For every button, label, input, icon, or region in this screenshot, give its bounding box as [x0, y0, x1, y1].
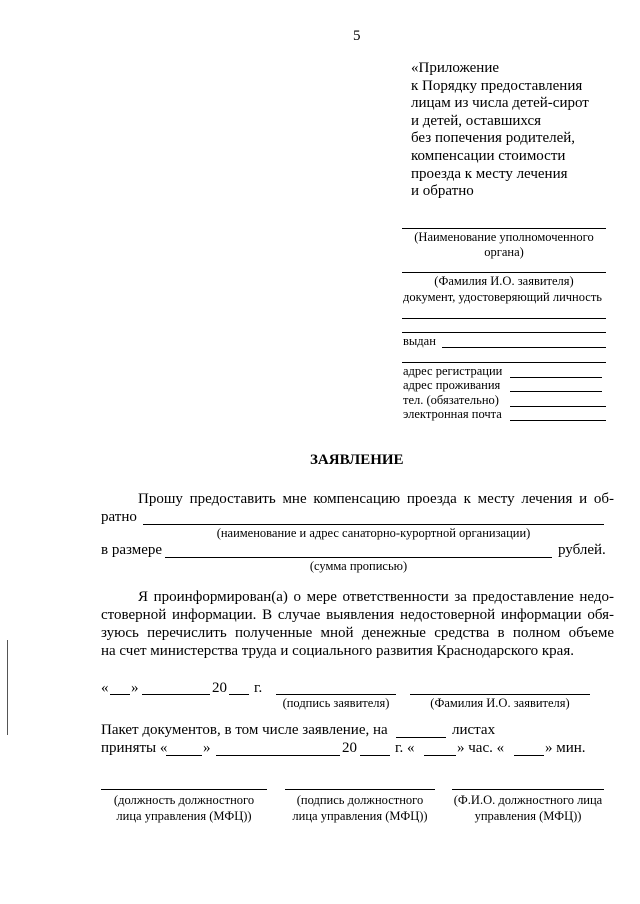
accepted-day-line[interactable]	[166, 755, 202, 756]
accepted-year-prefix: 20	[342, 740, 357, 756]
official-position-caption: (должность должностного лица управления (МФЦ))	[113, 793, 255, 823]
year-suffix: г.	[254, 680, 263, 696]
appendix-line: «Приложение	[411, 60, 500, 76]
reg-address-line[interactable]	[510, 377, 602, 378]
appendix-line: лицам из числа детей-сирот	[411, 95, 589, 112]
accepted-min-line[interactable]	[514, 755, 544, 756]
official-signature-line[interactable]	[285, 789, 435, 790]
accepted-min-suffix: » мин.	[545, 740, 586, 756]
accepted-hour-line[interactable]	[424, 755, 456, 756]
accepted-year-suffix: г. «	[395, 740, 415, 756]
official-fullname-line[interactable]	[452, 789, 604, 790]
organization-caption: (наименование и адрес санаторно-курортной организации)	[216, 526, 531, 540]
date-close-quote: »	[131, 680, 139, 696]
request-line-1: Прошу предоставить мне компенсацию проезда к месту лечения и об-	[138, 491, 614, 507]
reg-address-label: адрес регистрации	[403, 364, 503, 378]
id-document-label: документ, удостоверяющий личность	[403, 290, 603, 304]
id-document-line-2[interactable]	[402, 332, 606, 333]
live-address-line[interactable]	[510, 391, 602, 392]
accepted-day-close: »	[203, 740, 211, 756]
accepted-prefix: приняты «	[101, 740, 168, 756]
official-fullname-caption: (Ф.И.О. должностного лица управления (МФЦ))	[453, 793, 603, 823]
appendix-line: без попечения родителей,	[411, 130, 576, 147]
appendix-line: компенсации стоимости	[411, 147, 566, 164]
authority-caption: (Наименование уполномоченного органа)	[414, 230, 594, 259]
applicant-signature-line[interactable]	[276, 694, 396, 695]
year-prefix: 20	[212, 680, 227, 696]
date-open-quote: «	[101, 680, 109, 696]
day-line[interactable]	[110, 694, 130, 695]
request-line-2: ратно	[101, 509, 137, 525]
email-line[interactable]	[510, 420, 606, 421]
amount-suffix: рублей.	[558, 542, 606, 558]
issued-line-2[interactable]	[402, 362, 606, 363]
id-document-line-1[interactable]	[402, 318, 606, 319]
page-number: 5	[353, 28, 361, 44]
applicant-fullname-caption: (Фамилия И.О. заявителя)	[430, 696, 570, 710]
responsibility-line-3: зуюсь перечислить полученные мной денежные средства в полном объеме	[101, 625, 614, 641]
accepted-hour-suffix: » час. «	[457, 740, 505, 756]
official-signature-caption: (подпись должностного лица управления (МФЦ))	[292, 793, 428, 823]
organization-line[interactable]	[143, 524, 604, 525]
appendix-header	[411, 60, 589, 201]
authority-name-line[interactable]	[402, 228, 606, 229]
applicant-caption: (Фамилия И.О. заявителя)	[434, 274, 574, 288]
sheets-count-line[interactable]	[396, 737, 446, 738]
package-line-prefix: Пакет документов, в том числе заявление, на	[101, 722, 388, 738]
document-title: ЗАЯВЛЕНИЕ	[310, 452, 404, 468]
issued-line[interactable]	[442, 347, 606, 348]
appendix-line: проезда к месту лечения	[411, 165, 568, 182]
email-label: электронная почта	[403, 407, 502, 421]
phone-line[interactable]	[510, 406, 606, 407]
accepted-year-line[interactable]	[360, 755, 390, 756]
applicant-signature-caption: (подпись заявителя)	[282, 696, 390, 710]
live-address-label: адрес проживания	[403, 378, 501, 392]
responsibility-line-4: на счет министерства труда и социального развития Краснодарского края.	[101, 643, 574, 659]
responsibility-line-1: Я проинформирован(а) о мере ответственности за предоставление недо-	[138, 589, 614, 605]
month-line[interactable]	[142, 694, 210, 695]
official-position-line[interactable]	[101, 789, 267, 790]
accepted-month-line[interactable]	[216, 755, 340, 756]
appendix-line: к Порядку предоставления	[411, 77, 583, 94]
applicant-fullname-line[interactable]	[410, 694, 590, 695]
amount-label: в размере	[101, 542, 163, 558]
scan-margin-mark	[7, 640, 8, 735]
responsibility-line-2: стоверной информации. В случае выявления недостоверной информации обя-	[101, 607, 614, 623]
issued-label: выдан	[403, 334, 436, 348]
amount-line[interactable]	[165, 557, 552, 558]
package-line-suffix: листах	[452, 722, 496, 738]
year-line[interactable]	[229, 694, 249, 695]
phone-label: тел. (обязательно)	[403, 393, 499, 407]
appendix-line: и обратно	[411, 183, 474, 200]
appendix-line: и детей, оставшихся	[411, 112, 542, 129]
applicant-name-line[interactable]	[402, 272, 606, 273]
amount-caption: (сумма прописью)	[309, 559, 408, 573]
